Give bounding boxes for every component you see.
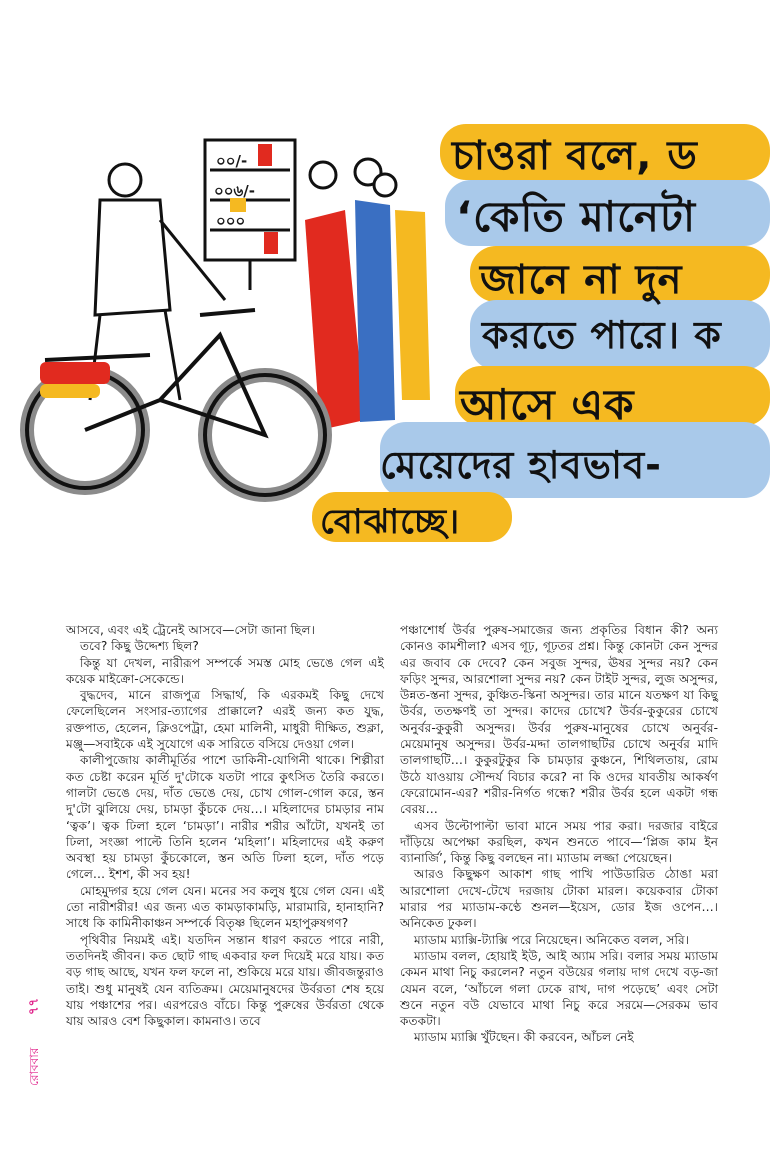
headline-line-5: আসে এক [460,380,635,429]
headline-line-4: করতে পারে। ক [482,313,722,357]
paragraph: ম্যাডাম ম্যাক্সি-ট্যাক্সি পরে নিয়েছেন। অনিকেত বলল, সরি। [414,932,690,947]
page-side-label [22,996,46,1086]
woman-blue-saree [355,159,395,422]
paragraph: মোহমুদ্গর হয়ে গেল যেন। মনের সব কলুষ ধুয়ে গেল যেন। এই তো নারীশরীর! এর জন্য এত কামড়াকামড়ি, মারামারি, হানাহানি? সাধে কি কামিনীকাঞ্চন সম্পর্কে বিতৃষ্ণ ছিলেন মহাপুরুষগণ? [66,883,384,931]
magazine-name: রোববার [27,1047,41,1086]
price-label: ০০৬/- [214,182,255,200]
paragraph: তবে? কিছু উদ্দেশ্য ছিল? [80,639,199,654]
paragraph: ম্যাডাম বলল, হোয়াই ইউ, আই অ্যাম সরি। বলার সময় ম্যাডাম কেমন মাথা নিচু করলেন? নতুন বউয়ের গলায় দাগ দেখে বড়-জা যেমন বলে, ‘আঁচলে গলা ঢেকে রাখ, দাগ পড়েছে’ এবং সেটা শুনে নতুন বউ যেভাবে মাথা নিচু করে সরমে—সেরকম ভাব কতকটা। [400,948,718,1029]
paragraph: কালীপুজোয় কালীমূর্তির পাশে ডাকিনী-যোগিনী থাকে। শিল্পীরা কত চেষ্টা করেন মূর্তি দু'টোকে যতটা পারে কুৎসিত তৈরি করতে। গালটা ভেঙে দেয়, দাঁত ভেঙে দেয়, চোখ গোল-গোল করে, স্তন দু'টো ঝুলিয়ে দেয়, চামড়া কুঁচকে দেয়…। মহিলাদের চামড়ার নাম ‘ত্বক’। ত্বক ঢিলা হলে ‘চামড়া’। নারীর শরীর আঁটো, যখনই তা ঢিলা, সংজ্ঞা পাল্টে তিনি হলেন ‘মহিলা’। মহিলাদের এই করুণ অবস্থা হয় চামড়া কুঁচকোলে, স্তন অতি ঢিলা হলে, দাঁত পড়ে গেলে… ইশশ, কী সব হয়! [66,753,384,882]
headline-line-2: ‘কেতি মানেটা [456,192,697,241]
price-label: ০০/- [216,152,248,170]
paragraph: পঞ্চাশোর্ধ উর্বর পুরুষ-সমাজের জন্য প্রকৃতির বিধান কী? অন্য কোনও কামশীলা? এসব গূঢ়, গূঢ়তর প্রশ্ন। কিন্তু কোনটা কেন সুন্দর এর জবাব কে দেবে? কেন সবুজ সুন্দর, ঊষর সুন্দর নয়? কেন ফড়িং সুন্দর, আরশোলা সুন্দর নয়? কেন টাইট সুন্দর, লুজ অসুন্দর, উন্নত-স্তনা সুন্দর, কুঞ্চিত-স্কিনা অসুন্দর। তার মানে যতক্ষণ যা কিছু উর্বর, ততক্ষণই তা সুন্দর। কাদের চোখে? উর্বর-কুকুরের চোখে অনুর্বর-কুকুরী অসুন্দর। উর্বর পুরুষ-মানুষের চোখে অনুর্বর-মেয়েমানুষ অসুন্দর। উর্বর-মদ্দা তালগাছটির চোখে অনুর্বর মাদি তালগাছটি…। কুকুরটুকুর কি চামড়ার কুঞ্চনে, শিথিলতায়, রোম উঠে যাওয়ায় সৌন্দর্য বিচার করে? না কি ওদের যাবতীয় আকর্ষণ ফেরোমোন-এর? শরীর-নির্গত গন্ধে? শরীর উর্বর হলে একটা গন্ধ বেরয়… [400,623,718,817]
bicycle [27,310,325,495]
paragraph: ম্যাডাম ম্যাক্সি খুঁটছেন। কী করবেন, আঁচল নেই [414,1030,634,1045]
article-column-right [400,622,718,1046]
page-number: ৭৭ [26,998,42,1015]
price-label: ০০০ [216,212,246,230]
paragraph: এসব উল্টোপাল্টা ভাবা মানে সময় পার করা। দরজার বাইরে দাঁড়িয়ে অপেক্ষা করছিল, কখন শুনতে পাবে—‘প্লিজ কাম ইন ব্যানার্জি’, কিন্তু কিছু বলছেন না। ম্যাডাম লজ্জা পেয়েছেন। [400,818,718,866]
paragraph: পৃথিবীর নিয়মই এই। যতদিন সন্তান ধারণ করতে পারে নারী, ততদিনই জীবন। কত ছোট গাছ একবার ফল দিয়েই মরে যায়। কত বড় গাছ আছে, যখন ফল ফলে না, শুকিয়ে মরে যায়। জীবজন্তুরাও তাই। শুধু মানুষই যেন ব্যতিক্রম। মেয়েমানুষদের উর্বরতা শেষ হয়ে যায় পঞ্চাশের পর। এরপরেও বাঁচে। কিন্তু পুরুষের উর্বরতা থেকে যায় আরও বেশ কিছুকাল। কামনাও। তবে [66,932,384,1029]
headline-line-1: চাওরা বলে, ড [452,133,698,179]
headline-line-7: বোঝাচ্ছে। [320,502,461,542]
headline-line-6: মেয়েদের হাবভাব- [380,443,662,487]
paragraph: আসবে, এবং এই ট্রেনেই আসবে—সেটা জানা ছিল। [66,623,315,637]
article-column-left [66,622,384,1029]
headline-line-3: জানে না দুন [480,257,683,303]
paragraph: বুদ্ধদেব, মানে রাজপুত্র সিদ্ধার্থ, কি এরকমই কিছু দেখে ফেলেছিলেন সংসার-ত্যাগের প্রাক্কালে? এরই জন্য কত যুদ্ধ, রক্তপাত, হেলেন, ক্লিওপেট্রা, হেমা মালিনী, মাধুরী দীক্ষিত, শুক্লা, মঞ্জু—সবাইকে এই সুযোগে এক সারিতে বসিয়ে দেওয়া গেল। [66,688,384,752]
paragraph: কিন্তু যা দেখল, নারীরূপ সম্পর্কে সমস্ত মোহ ভেঙে গেল এই কয়েক মাইক্রো-সেকেন্ডে। [66,655,384,686]
paragraph: আরও কিছুক্ষণ আকাশ গাছ পাখি পাউডারিত ঠোঙা মরা আরশোলা দেখে-টেখে দরজায় টোকা মারল। কয়েকবার টোকা মারার পর ম্যাডাম-কণ্ঠে শুনল—ইয়েস, ডোর ইজ ওপেন…। অনিকেত ঢুকল। [400,867,718,931]
